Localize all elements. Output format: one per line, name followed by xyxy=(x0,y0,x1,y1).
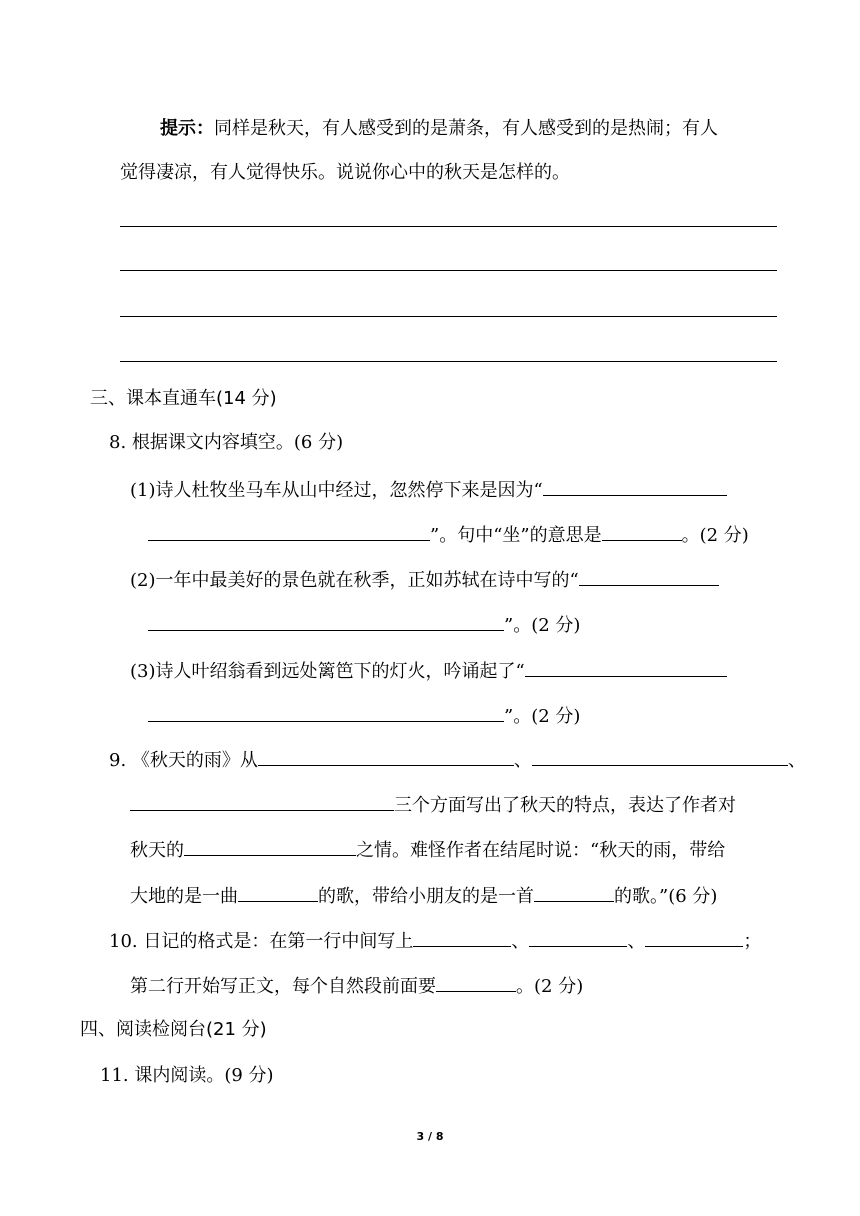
q9-text-e: 大地的是一曲 xyxy=(130,886,238,907)
q8-blank-4-cont[interactable] xyxy=(148,703,504,722)
q8-part2-line1 xyxy=(130,567,719,594)
q10-blank-4[interactable] xyxy=(436,973,516,992)
q10-line2 xyxy=(130,973,583,1000)
q8-part1-text-b: ”。句中“坐”的意思是 xyxy=(430,525,602,546)
q8-part1-line2 xyxy=(148,522,749,549)
hint-label: 提示： xyxy=(160,118,214,139)
hint-line-2: 觉得凄凉，有人觉得快乐。说说你心中的秋天是怎样的。 xyxy=(120,162,570,183)
q9-text-b: 三个方面写出了秋天的特点，表达了作者对 xyxy=(394,795,736,816)
answer-line-2[interactable] xyxy=(120,270,777,271)
q9-blank-2[interactable] xyxy=(532,747,788,766)
q8-blank-1-cont[interactable] xyxy=(148,522,430,541)
q8-part1-text-c: 。(2 分) xyxy=(681,525,749,546)
hint-line-1 xyxy=(160,116,718,142)
q10-blank-2[interactable] xyxy=(529,928,627,947)
q9-line3 xyxy=(130,837,725,864)
q10-text-a: 10. 日记的格式是：在第一行中间写上 xyxy=(109,931,414,952)
answer-line-4[interactable] xyxy=(120,361,777,362)
q8-blank-2[interactable] xyxy=(602,522,682,541)
q8-blank-3[interactable] xyxy=(579,567,719,586)
q9-text-f: 的歌，带给小朋友的是一首 xyxy=(318,886,534,907)
q8-blank-1[interactable] xyxy=(543,477,727,496)
q9-blank-5[interactable] xyxy=(238,883,318,902)
q9-line2 xyxy=(130,792,736,819)
q8-title: 8. 根据课文内容填空。(6 分) xyxy=(109,432,344,453)
q8-part3-line2 xyxy=(148,703,580,730)
q9-text-a: 9. 《秋天的雨》从 xyxy=(109,750,258,771)
q8-part3-text-a: (3)诗人叶绍翁看到远处篱笆下的灯火，吟诵起了“ xyxy=(130,661,525,682)
q10-semicolon: ； xyxy=(743,931,762,952)
q10-line1 xyxy=(109,928,761,955)
q9-blank-6[interactable] xyxy=(534,883,614,902)
q10-text-c: 。(2 分) xyxy=(516,976,584,997)
q8-part1-text-a: (1)诗人杜牧坐马车从山中经过，忽然停下来是因为“ xyxy=(130,480,543,501)
q8-blank-4[interactable] xyxy=(525,658,727,677)
q9-sep-1: 、 xyxy=(513,750,532,771)
q9-text-c: 秋天的 xyxy=(130,840,184,861)
answer-line-1[interactable] xyxy=(120,226,777,227)
q8-part2-text-a: (2)一年中最美好的景色就在秋季，正如苏轼在诗中写的“ xyxy=(130,570,579,591)
q9-line1 xyxy=(109,747,806,774)
answer-line-3[interactable] xyxy=(120,316,777,317)
q9-line4 xyxy=(130,883,717,910)
q9-blank-4[interactable] xyxy=(184,837,356,856)
q10-text-b: 第二行开始写正文，每个自然段前面要 xyxy=(130,976,436,997)
q8-part3-text-b: ”。(2 分) xyxy=(504,706,581,727)
q8-part1-line1 xyxy=(130,477,727,504)
q11-title: 11. 课内阅读。(9 分) xyxy=(100,1065,274,1086)
q8-part2-line2 xyxy=(148,612,580,639)
q8-part2-text-b: ”。(2 分) xyxy=(504,615,581,636)
q10-sep-1: 、 xyxy=(511,931,530,952)
q8-blank-3-cont[interactable] xyxy=(148,612,504,631)
q8-part3-line1 xyxy=(130,658,727,685)
q9-text-g: 的歌。”(6 分) xyxy=(614,886,718,907)
q9-blank-1[interactable] xyxy=(258,747,514,766)
q9-sep-2: 、 xyxy=(787,750,806,771)
section-4-title: 四、阅读检阅台(21 分) xyxy=(80,1019,267,1040)
q9-text-d: 之情。难怪作者在结尾时说：“秋天的雨，带给 xyxy=(356,840,726,861)
section-3-title: 三、课本直通车(14 分) xyxy=(90,388,277,409)
q10-blank-1[interactable] xyxy=(413,928,511,947)
q10-sep-2: 、 xyxy=(627,931,646,952)
q9-blank-3[interactable] xyxy=(130,792,394,811)
hint-text-1: 同样是秋天，有人感受到的是萧条，有人感受到的是热闹；有人 xyxy=(214,118,718,139)
q10-blank-3[interactable] xyxy=(645,928,743,947)
page-number: 3 / 8 xyxy=(416,1130,444,1143)
